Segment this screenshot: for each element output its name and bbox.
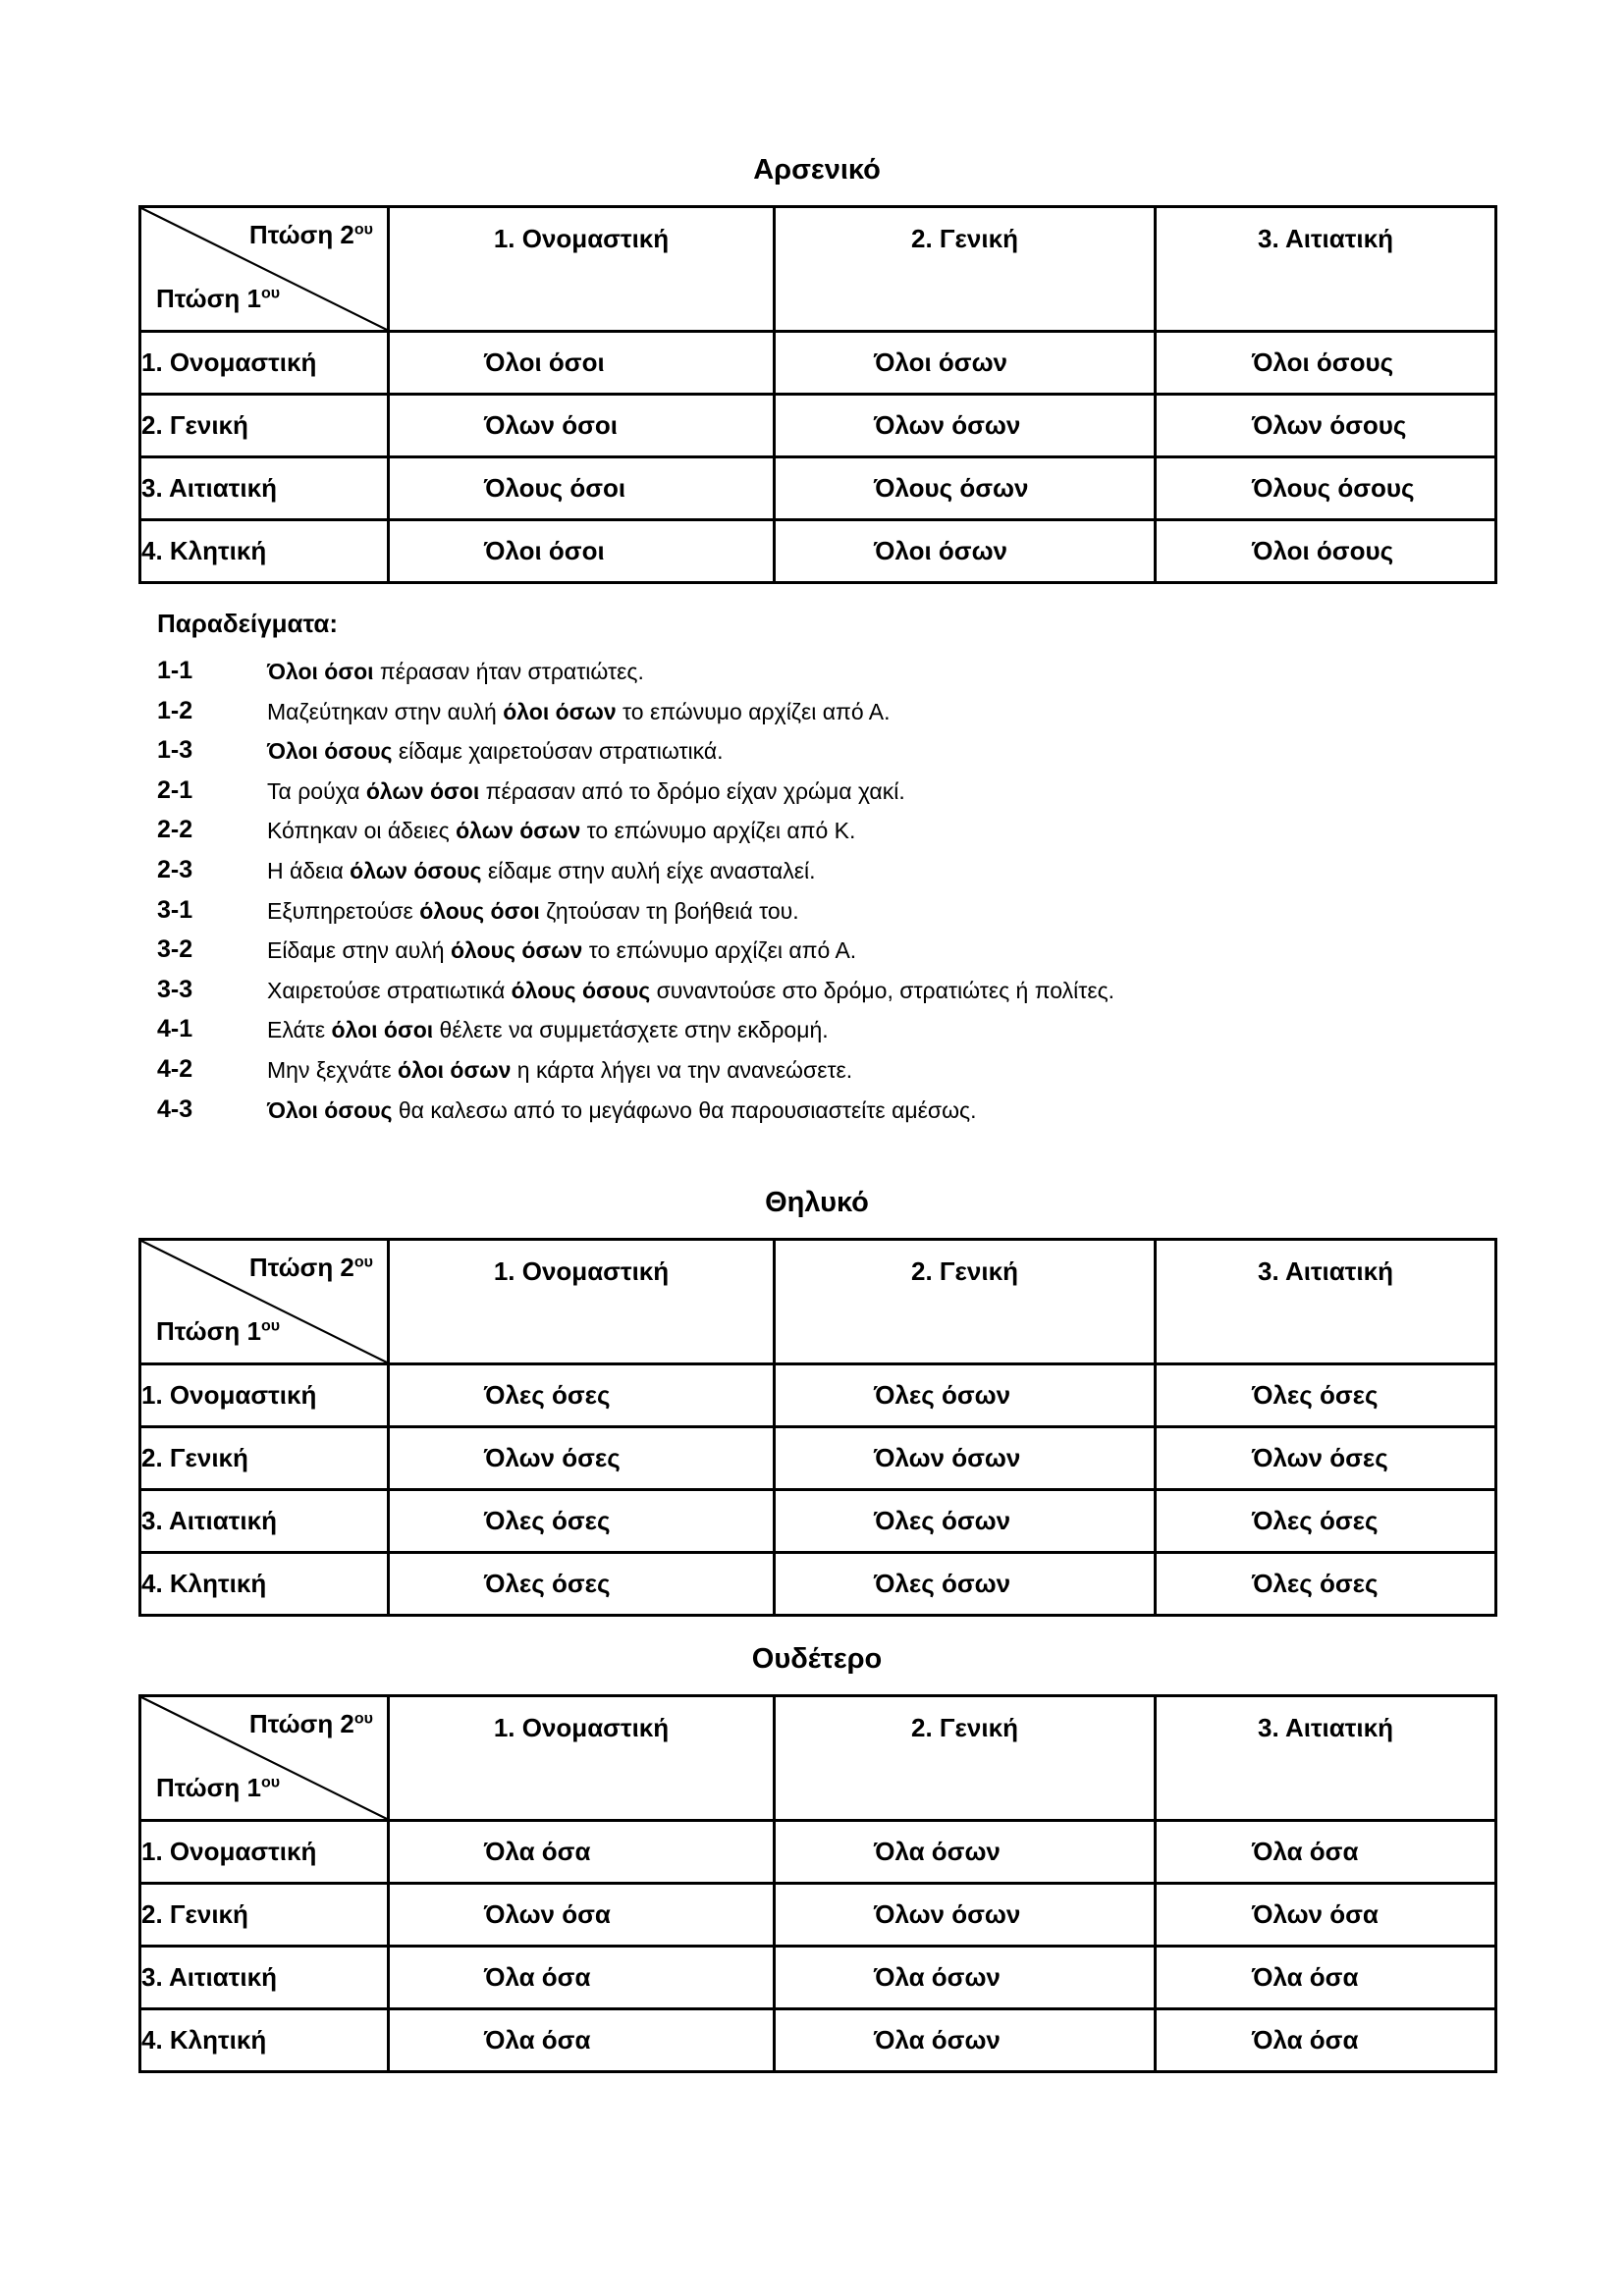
example-text-pre: Τα ρούχα [267,777,366,804]
example-text-post: πέρασαν ήταν στρατιώτες. [373,659,644,684]
cell-value: Όλες όσων [874,1506,1011,1535]
example-text-pre: Μην ξεχνάτε [267,1057,398,1083]
table-row [140,1364,1496,1427]
table-cell [389,1884,775,1947]
table-cell [775,1553,1156,1616]
cell-value: Όλα όσα [1252,1962,1359,1992]
cell-value: Όλοι όσοι [484,536,605,565]
example-phrase: όλους όσων [450,937,583,964]
table-cell [389,332,775,395]
table-cell [1156,520,1496,583]
cell-value: Όλοι όσοι [484,347,605,377]
row-header: 4. Κλητική [140,1553,389,1616]
table-cell [1156,1821,1496,1884]
example-phrase: όλοι όσων [503,698,617,724]
corner-label-sup: ου [353,1254,373,1271]
example-sentence [267,978,1114,1004]
example-text-pre: Κόπηκαν οι άδειες [267,818,457,844]
table-cell [775,1821,1156,1884]
example-number: 2-2 [157,816,193,844]
cell-value: Όλες όσες [484,1506,611,1535]
example-sentence [267,1057,852,1084]
corner-label-text: Πτώση 2 [248,1709,354,1738]
table-row [140,332,1496,395]
cell-value: Όλων όσους [1252,410,1407,440]
example-text-post: ζητούσαν τη βοήθειά του. [539,897,799,924]
table-cell [1156,1427,1496,1490]
cell-value: Όλων όσα [1252,1899,1379,1929]
cell-value: Όλες όσες [1252,1506,1379,1535]
example-text-post: είδαμε χαιρετούσαν στρατιωτικά. [392,738,724,765]
corner-label-text: Πτώση 1 [156,1316,261,1346]
example-text-pre: Ελάτε [267,1017,332,1043]
example-phrase: όλων όσων [456,818,581,844]
cell-value: Όλων όσες [1252,1443,1388,1472]
corner-label-sup: ου [353,1710,373,1728]
row-header: 1. Ονομαστική [140,1364,389,1427]
cell-value: Όλες όσων [874,1380,1011,1410]
example-number: 3-1 [157,895,193,924]
example-phrase: όλων όσους [350,858,482,883]
corner-label-sup: ου [260,1317,281,1335]
example-text-post: είδαμε στην αυλή είχε ανασταλεί. [481,858,816,883]
example-text-post: θα καλεσω από το μεγάφωνο θα παρουσιαστείτε αμέσως. [392,1096,977,1123]
row-header: 2. Γενική [140,1884,389,1947]
corner-label-case2 [249,1709,373,1739]
example-text-pre: Μαζεύτηκαν στην αυλή [267,698,504,724]
cell-value: Όλων όσοι [484,410,619,440]
cell-value: Όλα όσα [484,2025,591,2055]
cell-value: Όλων όσα [484,1899,611,1929]
row-header: 2. Γενική [140,1427,389,1490]
example-text-pre: Εξυπηρετούσε [267,897,420,924]
table-title-feminine: Θηλυκό [765,1187,869,1218]
table-cell [389,395,775,457]
table-row [140,1490,1496,1553]
declension-table-neuter [138,1694,1497,2073]
example-phrase: όλων όσοι [365,777,480,804]
column-header: 1. Ονομαστική [389,1696,775,1821]
table-cell [1156,457,1496,520]
example-sentence [267,699,891,725]
column-header: 2. Γενική [775,207,1156,332]
row-header: 1. Ονομαστική [140,1821,389,1884]
table-row [140,2009,1496,2072]
example-sentence [267,937,856,964]
column-header: 3. Αιτιατική [1156,207,1496,332]
header-row [140,1696,1496,1821]
corner-cell [140,1240,389,1364]
example-number: 2-1 [157,775,193,804]
example-sentence [267,659,644,685]
cell-value: Όλες όσες [1252,1380,1379,1410]
cell-value: Όλα όσων [874,1837,1001,1866]
table-cell [775,520,1156,583]
table-cell [1156,395,1496,457]
table-cell [775,2009,1156,2072]
table-cell [775,1947,1156,2009]
table-cell [389,1553,775,1616]
corner-label-sup: ου [353,221,373,239]
table-cell [775,457,1156,520]
table-cell [775,1490,1156,1553]
cell-value: Όλοι όσων [874,536,1008,565]
corner-label-sup: ου [260,1774,281,1791]
row-header: 4. Κλητική [140,2009,389,2072]
table-title-masculine: Αρσενικό [753,154,881,186]
example-text-post: το επώνυμο αρχίζει από Α. [616,698,891,724]
column-header: 3. Αιτιατική [1156,1240,1496,1364]
cell-value: Όλα όσα [1252,2025,1359,2055]
corner-label-text: Πτώση 2 [248,1253,354,1282]
table-row [140,1884,1496,1947]
table-cell [775,1364,1156,1427]
example-text-post: θέλετε να συμμετάσχετε στην εκδρομή. [433,1017,829,1043]
cell-value: Όλα όσα [484,1962,591,1992]
table-cell [1156,1947,1496,2009]
example-phrase: όλους όσους [511,977,651,1003]
cell-value: Όλους όσοι [484,473,626,503]
row-header: 2. Γενική [140,395,389,457]
column-header: 2. Γενική [775,1240,1156,1364]
corner-label-case2 [249,220,373,250]
table-row [140,457,1496,520]
table-title-neuter: Ουδέτερο [751,1643,883,1675]
cell-value: Όλους όσων [874,473,1029,503]
example-text-post: το επώνυμο αρχίζει από Κ. [580,818,856,844]
corner-cell [140,1696,389,1821]
example-number: 4-3 [157,1095,193,1123]
table-cell [775,1427,1156,1490]
example-text-pre: Είδαμε στην αυλή [267,937,451,964]
table-row [140,1553,1496,1616]
column-header: 3. Αιτιατική [1156,1696,1496,1821]
example-phrase: όλοι όσων [398,1057,512,1083]
cell-value: Όλων όσων [874,410,1021,440]
example-number: 4-2 [157,1055,193,1083]
column-header: 2. Γενική [775,1696,1156,1821]
table-cell [389,1427,775,1490]
cell-value: Όλοι όσων [874,347,1008,377]
example-phrase: όλοι όσοι [331,1017,434,1043]
corner-label-case1 [156,284,280,314]
table-cell [389,1821,775,1884]
declension-table-masculine [138,205,1497,584]
example-number: 1-1 [157,657,193,684]
table-cell [1156,2009,1496,2072]
table-cell [389,520,775,583]
table-cell [389,1364,775,1427]
example-text-post: συναντούσε στο δρόμο, στρατιώτες ή πολίτες. [650,977,1115,1003]
example-text-post: πέρασαν από το δρόμο είχαν χρώμα χακί. [479,777,905,804]
example-text-pre: Η άδεια [267,858,351,883]
corner-label-text: Πτώση 2 [248,220,354,249]
table-cell [1156,1884,1496,1947]
example-sentence [267,898,799,925]
corner-label-case1 [156,1773,280,1803]
examples-heading: Παραδείγματα: [157,609,339,638]
example-sentence [267,738,724,765]
example-phrase: Όλοι όσοι [267,659,374,684]
row-header: 3. Αιτιατική [140,1947,389,2009]
example-text-pre: Χαιρετούσε στρατιωτικά [267,977,512,1003]
example-sentence [267,858,815,884]
cell-value: Όλα όσα [484,1837,591,1866]
table-row [140,1947,1496,2009]
example-text-post: η κάρτα λήγει να την ανανεώσετε. [511,1057,853,1083]
table-row [140,395,1496,457]
example-phrase: όλους όσοι [419,897,540,924]
cell-value: Όλων όσων [874,1443,1021,1472]
cell-value: Όλα όσων [874,2025,1001,2055]
cell-value: Όλων όσες [484,1443,621,1472]
table-cell [775,395,1156,457]
table-cell [389,1947,775,2009]
table-row [140,1427,1496,1490]
corner-label-text: Πτώση 1 [156,284,261,313]
corner-label-sup: ου [260,285,281,302]
table-cell [1156,332,1496,395]
example-sentence [267,1097,977,1124]
cell-value: Όλες όσες [1252,1569,1379,1598]
row-header: 3. Αιτιατική [140,457,389,520]
table-cell [775,1884,1156,1947]
table-cell [1156,1553,1496,1616]
table-cell [389,1490,775,1553]
cell-value: Όλες όσων [874,1569,1011,1598]
example-phrase: Όλοι όσους [267,1096,393,1123]
example-number: 1-3 [157,736,193,765]
corner-label-text: Πτώση 1 [156,1773,261,1802]
table-cell [389,2009,775,2072]
example-sentence [267,1017,829,1043]
table-cell [1156,1364,1496,1427]
corner-label-case2 [249,1253,373,1283]
row-header: 1. Ονομαστική [140,332,389,395]
cell-value: Όλοι όσους [1252,536,1394,565]
example-number: 2-3 [157,856,193,883]
header-row [140,1240,1496,1364]
row-header: 4. Κλητική [140,520,389,583]
example-number: 1-2 [157,696,193,724]
cell-value: Όλες όσες [484,1569,611,1598]
table-row [140,1821,1496,1884]
table-cell [1156,1490,1496,1553]
example-number: 4-1 [157,1015,193,1043]
column-header: 1. Ονομαστική [389,207,775,332]
column-header: 1. Ονομαστική [389,1240,775,1364]
example-number: 3-2 [157,935,193,964]
table-cell [775,332,1156,395]
table-cell [389,457,775,520]
cell-value: Όλοι όσους [1252,347,1394,377]
example-number: 3-3 [157,975,193,1003]
row-header: 3. Αιτιατική [140,1490,389,1553]
example-sentence [267,778,905,805]
header-row [140,207,1496,332]
corner-label-case1 [156,1316,280,1347]
corner-cell [140,207,389,332]
table-row [140,520,1496,583]
cell-value: Όλων όσων [874,1899,1021,1929]
cell-value: Όλα όσα [1252,1837,1359,1866]
cell-value: Όλους όσους [1252,473,1415,503]
cell-value: Όλα όσων [874,1962,1001,1992]
cell-value: Όλες όσες [484,1380,611,1410]
example-text-post: το επώνυμο αρχίζει από Α. [582,937,857,964]
example-sentence [267,818,855,844]
example-phrase: Όλοι όσους [267,738,393,765]
declension-table-feminine [138,1238,1497,1617]
